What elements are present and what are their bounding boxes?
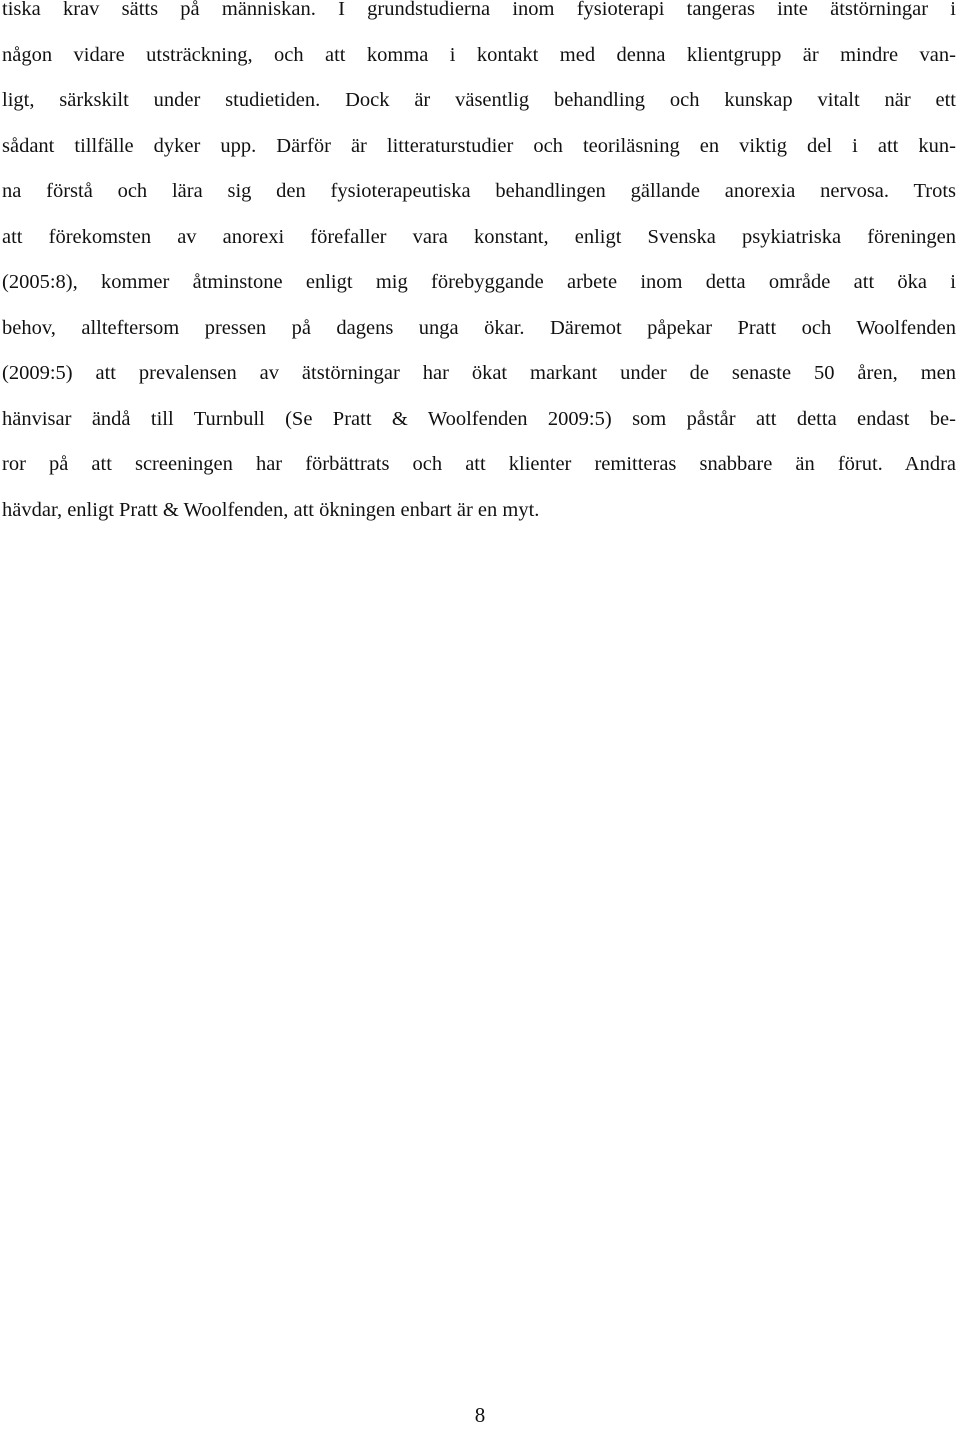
text-line-11: ror på att screeningen har förbättrats och att klienter remitteras snabbare än förut. Andra (2, 453, 956, 475)
text-line-8: behov, allteftersom pressen på dagens unga ökar. Däremot påpekar Pratt och Woolfenden (2, 316, 956, 339)
page-number: 8 (474, 1403, 486, 1427)
text-line-2: någon vidare utsträckning, och att komma i kontakt med denna klientgrupp är mindre van- (2, 43, 956, 66)
text-line-4: sådant tillfälle dyker upp. Därför är litteraturstudier och teoriläsning en viktig del i att kun- (2, 134, 956, 157)
text-line-12: hävdar, enligt Pratt & Woolfenden, att ökningen enbart är en myt. (2, 498, 540, 521)
text-line-6: att förekomsten av anorexi förefaller vara konstant, enligt Svenska psykiatriska föreningen (2, 225, 956, 248)
text-line-3: ligt, särkskilt under studietiden. Dock är väsentlig behandling och kunskap vitalt när ett (2, 89, 956, 111)
body-paragraph (2, 0, 956, 533)
text-line-9: (2009:5) att prevalensen av ätstörningar har ökat markant under de senaste 50 åren, men (2, 362, 956, 384)
text-line-7: (2005:8), kommer åtminstone enligt mig förebyggande arbete inom detta område att öka i (2, 271, 956, 293)
text-line-5: na förstå och lära sig den fysioterapeutiska behandlingen gällande anorexia nervosa. Trots (2, 180, 956, 202)
text-line-1: tiska krav sätts på människan. I grundstudierna inom fysioterapi tangeras inte ätstörningar i (2, 0, 956, 20)
text-line-10: hänvisar ändå till Turnbull (Se Pratt & Woolfenden 2009:5) som påstår att detta endast be- (2, 407, 956, 430)
